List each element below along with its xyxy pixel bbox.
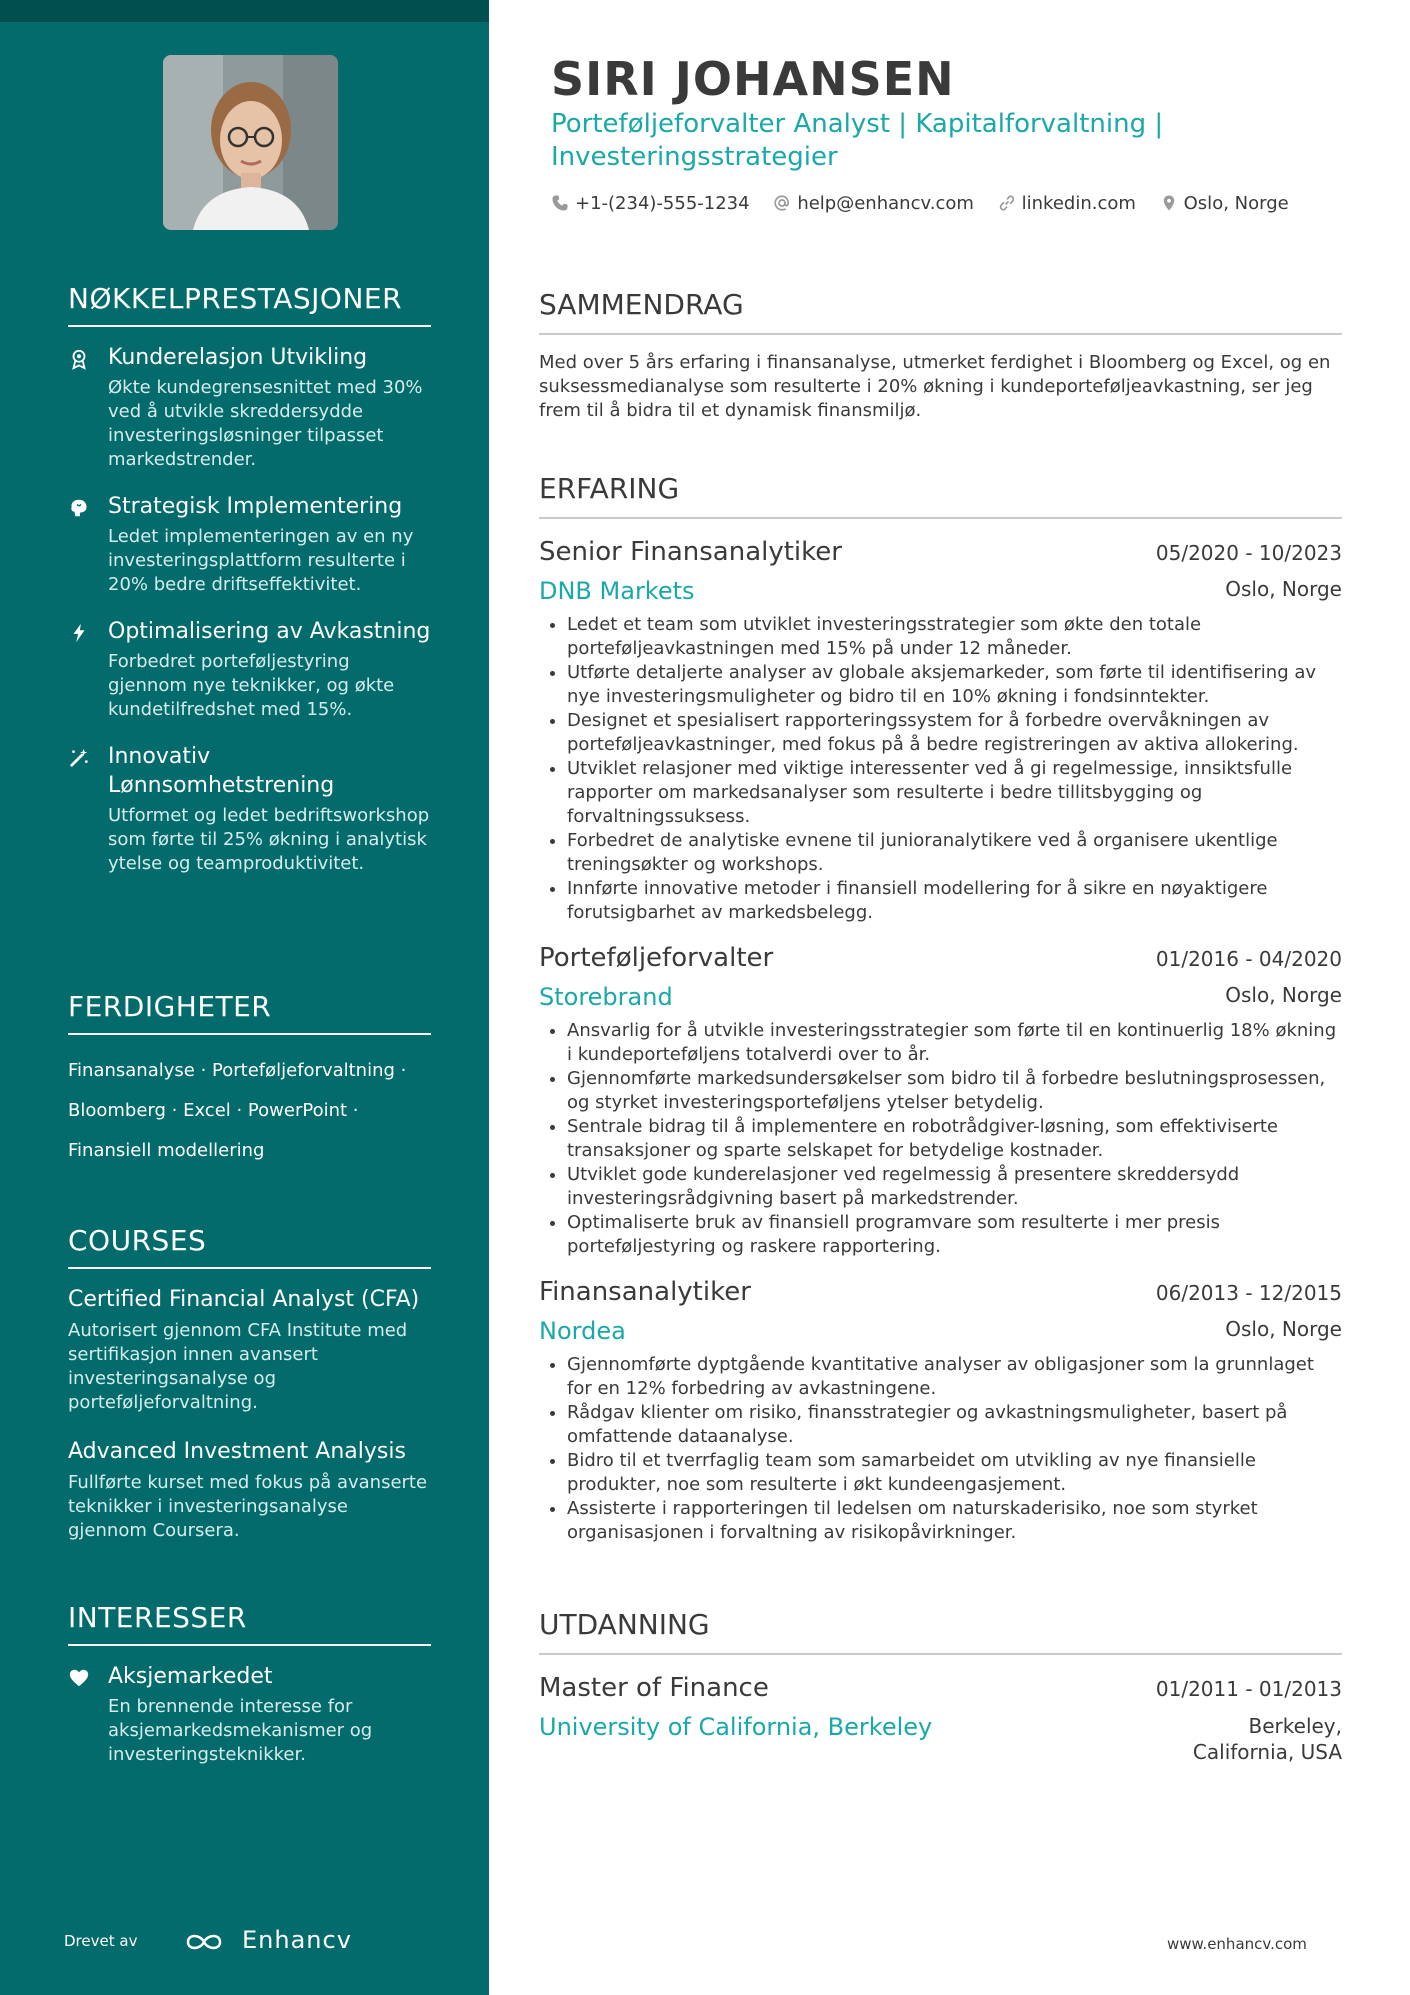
bullet-item: • Ansvarlig for å utvikle investeringsstrategier som førte til en kontinuerlig 18% økning i kundeporteføljens totalverdi over to år. (567, 1019, 1342, 1067)
footer-url[interactable]: www.enhancv.com (1167, 1935, 1307, 1953)
summary-heading: SAMMENDRAG (539, 288, 1342, 335)
achievement-desc: Ledet implementeringen av en ny investeringsplattform resulterte i 20% bedre driftseffektivitet. (108, 526, 414, 595)
job-bullets (539, 613, 1342, 925)
achievement-item (68, 343, 431, 472)
bullet-item: • Rådgav klienter om risiko, finansstrategier og avkastningsmuligheter, basert på omfattende dataanalyse. (567, 1401, 1342, 1449)
interest-title: Aksjemarkedet (108, 1664, 273, 1689)
courses-section (68, 1224, 431, 1565)
summary-text: Med over 5 års erfaring i finansanalyse, utmerket ferdighet i Bloomberg og Excel, og en suksessmedianalyse som resulterte i 20% økning i kundeporteføljeavkastning, ser jeg frem til å bidra til et dynamisk finansmiljø. (539, 352, 1331, 421)
skills-section (68, 990, 431, 1171)
bullet-item: • Assisterte i rapporteringen til ledelsen om naturskaderisiko, noe som styrket organisasjonen i forvaltning av risikopåvirkninger. (567, 1497, 1342, 1545)
achievement-title: Innovativ Lønnsomhetstrening (108, 744, 335, 798)
bullet-item: • Gjennomførte dyptgående kvantitative analyser av obligasjoner som la grunnlaget for en 12% forbedring av avkastningene. (567, 1353, 1342, 1401)
powered-by-label: Drevet av (64, 1932, 138, 1950)
enhancv-brand-text: Enhancv (242, 1926, 352, 1954)
job-entry (539, 943, 1342, 1259)
bullet-item: • Utførte detaljerte analyser av globale aksjemarkeder, som førte til identifisering av nye investeringsmuligheter og bidro til en 10% økning i fondsinntekter. (567, 661, 1342, 709)
job-role: Senior Finansanalytiker (539, 537, 842, 567)
course-desc: Autorisert gjennom CFA Institute med sertifikasjon innen avansert investeringsanalyse og porteføljeforvaltning. (68, 1320, 408, 1413)
interests-heading: INTERESSER (68, 1601, 431, 1646)
skills-list (68, 1051, 431, 1171)
course-title: Advanced Investment Analysis (68, 1439, 406, 1464)
email-text: help@enhancv.com (797, 193, 974, 214)
achievement-title: Optimalisering av Avkastning (108, 619, 431, 644)
achievement-item (68, 492, 431, 597)
brain-icon (68, 497, 90, 519)
location-text: Oslo, Norge (1183, 193, 1289, 214)
bullet-item: • Optimaliserte bruk av finansiell programvare som resulterte i mer presis porteføljestyring og raskere rapportering. (567, 1211, 1342, 1259)
sidebar (0, 0, 489, 1995)
education-entry (539, 1673, 1342, 1771)
education-degree: Master of Finance (539, 1673, 769, 1703)
profile-photo (163, 55, 338, 230)
course-desc: Fullførte kurset med fokus på avanserte teknikker i investeringsanalyse gjennom Coursera. (68, 1472, 428, 1541)
job-location: Oslo, Norge (1225, 1317, 1342, 1341)
skills-heading: FERDIGHETER (68, 990, 431, 1035)
contact-email[interactable] (773, 193, 974, 214)
phone-text: +1-(234)-555-1234 (575, 193, 750, 214)
bullet-item: • Sentrale bidrag til å implementere en robotrådgiver-løsning, som effektiviserte transaksjoner og sparte selskapet for betydelige kostnader. (567, 1115, 1342, 1163)
skills-line: Finansiell modellering (68, 1140, 265, 1161)
enhancv-logo[interactable] (184, 1926, 364, 1958)
bullet-item: • Forbedret de analytiske evnene til junioranalytikere ved å organisere ukentlige treningsøkter og workshops. (567, 829, 1342, 877)
interests-section (68, 1601, 431, 1787)
interest-item (68, 1662, 431, 1767)
achievement-desc: Forbedret porteføljestyring gjennom nye teknikker, og økte kundetilfredshet med 15%. (108, 651, 395, 720)
linkedin-text: linkedin.com (1021, 193, 1136, 214)
summary-section (539, 288, 1342, 423)
interest-desc: En brennende interesse for aksjemarkedsmekanismer og investeringsteknikker. (108, 1696, 373, 1765)
magic-wand-icon (68, 747, 90, 769)
sidebar-top-band (0, 0, 489, 22)
education-dates: 01/2011 - 01/2013 (1155, 1677, 1342, 1701)
job-company: Storebrand (539, 983, 673, 1011)
bullet-item: • Utviklet gode kunderelasjoner ved regelmessig å presentere skreddersydd investeringsrådgivning basert på markedstrender. (567, 1163, 1342, 1211)
contact-linkedin[interactable] (998, 193, 1136, 214)
achievement-item (68, 617, 431, 722)
education-school: University of California, Berkeley (539, 1713, 933, 1741)
job-location: Oslo, Norge (1225, 577, 1342, 601)
achievement-item (68, 742, 431, 876)
achievement-desc: Utformet og ledet bedriftsworkshop som førte til 25% økning i analytisk ytelse og teamproduktivitet. (108, 805, 430, 874)
job-company: Nordea (539, 1317, 626, 1345)
education-section (539, 1608, 1342, 1771)
achievement-title: Kunderelasjon Utvikling (108, 345, 368, 370)
bullet-item: • Utviklet relasjoner med viktige interessenter ved å gi regelmessige, innsiktsfulle rapporter om markedsanalyser som resulterte i bedre tillitsbygging og forvaltningssuksess. (567, 757, 1342, 829)
contact-row (551, 193, 1307, 214)
job-bullets (539, 1353, 1342, 1545)
candidate-title: Porteføljeforvalter Analyst | Kapitalforvaltning | Investeringsstrategier (551, 109, 1164, 172)
award-icon (68, 348, 90, 370)
location-pin-icon (1160, 194, 1178, 212)
job-entry (539, 1277, 1342, 1545)
candidate-name: SIRI JOHANSEN (551, 52, 955, 106)
heart-icon (68, 1667, 90, 1689)
courses-heading: COURSES (68, 1224, 431, 1269)
achievement-desc: Økte kundegrensesnittet med 30% ved å utvikle skreddersydde investeringsløsninger tilpasset markedstrender. (108, 377, 423, 470)
achievements-section (68, 282, 431, 896)
achievements-heading: NØKKELPRESTASJONER (68, 282, 431, 327)
education-location: Berkeley, California, USA (1192, 1714, 1342, 1764)
job-location: Oslo, Norge (1225, 983, 1342, 1007)
job-company: DNB Markets (539, 577, 695, 605)
skills-line: Finansanalyse · Porteføljeforvaltning · (68, 1060, 407, 1081)
lightning-icon (68, 622, 90, 644)
contact-location (1160, 193, 1289, 214)
course-item (68, 1285, 431, 1415)
education-heading: UTDANNING (539, 1608, 1342, 1655)
experience-section (539, 472, 1342, 1545)
achievement-title: Strategisk Implementering (108, 494, 403, 519)
bullet-item: • Designet et spesialisert rapporteringssystem for å forbedre overvåkningen av porteføljeavkastninger, med fokus på å bedre registreringen av aktiva allokering. (567, 709, 1342, 757)
job-dates: 01/2016 - 04/2020 (1155, 947, 1342, 971)
job-dates: 05/2020 - 10/2023 (1155, 541, 1342, 565)
skills-line: Bloomberg · Excel · PowerPoint · (68, 1100, 359, 1121)
job-entry (539, 537, 1342, 925)
job-role: Finansanalytiker (539, 1277, 751, 1307)
job-dates: 06/2013 - 12/2015 (1155, 1281, 1342, 1305)
bullet-item: • Innførte innovative metoder i finansiell modellering for å sikre en nøyaktigere forutsigbarhet av markedsbelegg. (567, 877, 1342, 925)
bullet-item: • Gjennomførte markedsundersøkelser som bidro til å forbedre beslutningsprosessen, og styrket investeringsporteføljens ytelser betydelig. (567, 1067, 1342, 1115)
bullet-item: • Bidro til et tverrfaglig team som samarbeidet om utvikling av nye finansielle produkter, noe som resulterte i økt kundeengasjement. (567, 1449, 1342, 1497)
job-bullets (539, 1019, 1342, 1259)
link-icon (998, 194, 1016, 212)
job-role: Porteføljeforvalter (539, 943, 774, 973)
at-icon (773, 194, 791, 212)
contact-phone[interactable] (551, 193, 750, 214)
course-title: Certified Financial Analyst (CFA) (68, 1287, 420, 1312)
phone-icon (551, 194, 569, 212)
experience-heading: ERFARING (539, 472, 1342, 519)
course-item (68, 1437, 431, 1543)
bullet-item: • Ledet et team som utviklet investeringsstrategier som økte den totale porteføljeavkastningen med 15% på under 12 måneder. (567, 613, 1342, 661)
